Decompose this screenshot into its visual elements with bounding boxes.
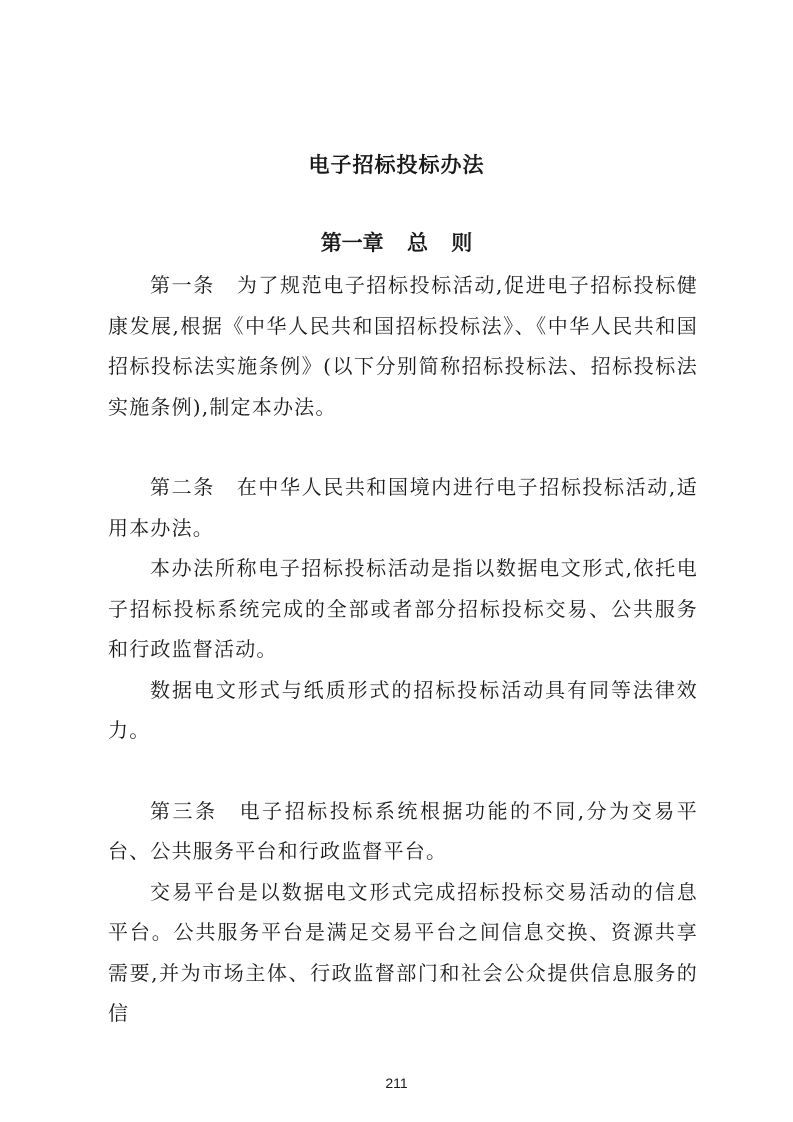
body-paragraph: 交易平台是以数据电文形式完成招标投标交易活动的信息平台。公共服务平台是满足交易平台之间信息交换、资源共享需要,并为市场主体、行政监督部门和社会公众提供信息服务的信 — [108, 879, 698, 1025]
article-number: 第一条 — [150, 273, 215, 297]
page-number: 211 — [385, 1075, 408, 1091]
document-body — [108, 265, 698, 1034]
article-paragraph — [108, 467, 698, 548]
body-paragraph: 数据电文形式与纸质形式的招标投标活动具有同等法律效力。 — [108, 677, 698, 742]
document-title: 电子招标投标办法 — [308, 153, 485, 177]
paragraph-text: 在中华人民共和国境内进行电子招标投标活动,适用本办法。 — [108, 475, 698, 540]
article-paragraph — [108, 265, 698, 427]
article-paragraph — [108, 791, 698, 872]
article-number: 第三条 — [150, 798, 218, 823]
body-paragraph: 本办法所称电子招标投标活动是指以数据电文形式,依托电子招标投标系统完成的全部或者部分招标投标交易、公共服务和行政监督活动。 — [108, 556, 698, 661]
paragraph-text: 电子招标投标系统根据功能的不同,分为交易平台、公共服务平台和行政监督平台。 — [108, 798, 698, 863]
paragraph-text: 为了规范电子招标投标活动,促进电子招标投标健康发展,根据《中华人民共和国招标投标法》、《中华人民共和国招标投标法实施条例》(以下分别简称招标投标法、招标投标法实施条例),制定本办法。 — [108, 273, 698, 419]
article-number: 第二条 — [150, 475, 215, 499]
chapter-heading: 第一章 总 则 — [320, 231, 473, 255]
